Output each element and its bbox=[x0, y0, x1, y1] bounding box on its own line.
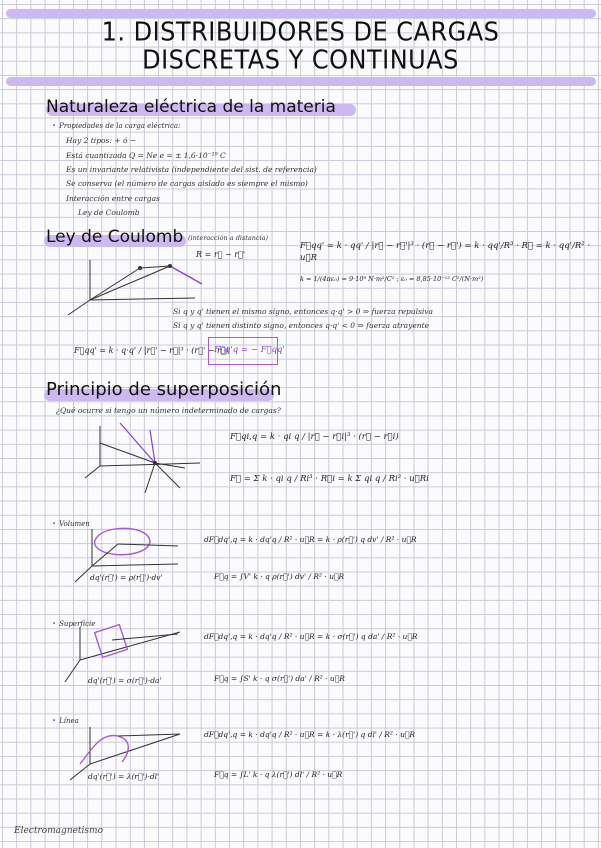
cond-atrayente: Si q y q' tienen distinto signo, entonces q·q' < 0 ⇒ fuerza atrayente bbox=[173, 321, 430, 330]
item-ley-coulomb: Ley de Coulomb bbox=[78, 208, 140, 217]
linea-dq: dq'(r⃗') = λ(r⃗')·dl' bbox=[88, 772, 160, 781]
volumen-dq: dq'(r⃗') = ρ(r⃗')·dv' bbox=[90, 573, 163, 582]
superficie-dq: dq'(r⃗') = σ(r⃗')·da' bbox=[88, 676, 162, 685]
coulomb-axes-diagram bbox=[60, 250, 210, 330]
item-cuantizada: Está cuantizada Q = Ne e = ± 1,6·10⁻¹⁹ C bbox=[66, 151, 226, 160]
page-title-line2: DISCRETAS Y CONTINUAS bbox=[142, 44, 459, 76]
title-underline-bottom bbox=[6, 77, 596, 86]
superficie-eq1: dF⃗dq',q = k · dq'q / R² · u⃗R = k · σ(r⃗') q da' / R² · u⃗R bbox=[204, 632, 418, 641]
page-title-line1: 1. DISTRIBUIDORES DE CARGAS bbox=[101, 16, 500, 48]
bullet-propiedades: • Propiedades de la carga eléctrica: bbox=[52, 122, 180, 130]
footer-subject: Electromagnetismo bbox=[14, 826, 104, 836]
item-invariante: Es un invariante relativista (independiente del sist. de referencia) bbox=[66, 165, 317, 174]
volumen-eq2: F⃗q = ∫V' k · q ρ(r⃗') dv' / R² · u⃗R bbox=[214, 572, 345, 581]
item-interaccion: Interacción entre cargas bbox=[66, 194, 160, 203]
coulomb-note: (interacción a distancia) bbox=[188, 234, 269, 242]
coulomb-constants: k = 1/(4πε₀) = 9·10⁹ N·m²/C² ; ε₀ = 8,85·10⁻¹² C²/(N·m²) bbox=[300, 275, 484, 283]
superficie-diagram bbox=[60, 622, 190, 682]
coulomb-formula-2: F⃗qq' = k · q·q' / |r⃗' − r⃗|³ · (r⃗' − r⃗) bbox=[74, 346, 229, 355]
cond-repulsiva: Si q y q' tienen el mismo signo, entonces q·q' > 0 ⇒ fuerza repulsiva bbox=[173, 307, 433, 316]
superposicion-eq1: F⃗qi,q = k · qi q / |r⃗ − r⃗i|³ · (r⃗ − r⃗i) bbox=[230, 432, 399, 442]
item-conserva: Se conserva (el número de cargas aislado es siempre el mismo) bbox=[66, 179, 308, 188]
heading-naturaleza: Naturaleza eléctrica de la materia bbox=[46, 97, 336, 117]
label-volumen: • Volumen bbox=[52, 520, 90, 528]
superficie-eq2: F⃗q = ∫S' k · q σ(r⃗') da' / R² · u⃗R bbox=[214, 674, 345, 683]
superposicion-question: ¿Qué ocurre si tengo un número indeterminado de cargas? bbox=[56, 406, 281, 415]
linea-eq2: F⃗q = ∫L' k · q λ(r⃗') dl' / R² · u⃗R bbox=[214, 770, 343, 779]
r-definition: R = r⃗ − r⃗' bbox=[196, 250, 246, 259]
coulomb-formula: F⃗qq' = k · qq' / |r⃗ − r⃗'|³ · (r⃗ − r⃗') = k · qq'/R³ · R⃗ = k · qq'/R² · u⃗R bbox=[300, 241, 591, 263]
label-superficie: • Superficie bbox=[52, 620, 95, 628]
volumen-eq1: dF⃗dq',q = k · dq'q / R² · u⃗R = k · ρ(r⃗') q dv' / R² · u⃗R bbox=[204, 535, 417, 544]
superposicion-eq2: F⃗ = Σ k · qi q / Ri³ · R⃗i = k Σ qi q / Ri² · u⃗Ri bbox=[230, 474, 429, 484]
linea-eq1: dF⃗dq',q = k · dq'q / R² · u⃗R = k · λ(r⃗') q dl' / R² · u⃗R bbox=[204, 730, 416, 739]
boxed-formula: F⃗q'q = − F⃗qq' bbox=[214, 345, 285, 355]
heading-coulomb: Ley de Coulomb bbox=[46, 227, 184, 247]
heading-superposicion: Principio de superposición bbox=[46, 379, 282, 400]
label-linea: • Línea bbox=[52, 717, 79, 725]
superposicion-diagram bbox=[80, 418, 220, 508]
item-tipos: Hay 2 tipos: + ó − bbox=[66, 136, 137, 145]
